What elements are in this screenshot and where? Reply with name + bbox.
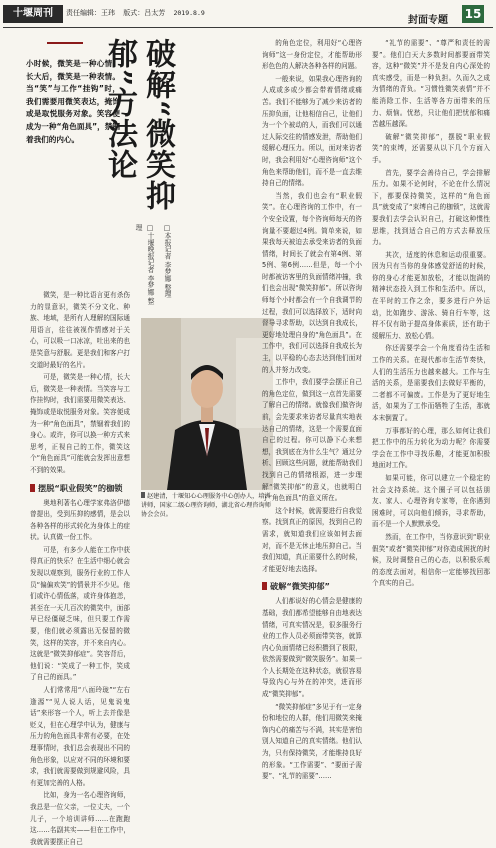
paragraph: “礼节的需要”、“尊严和责任的需要”。他们白天大多数时间都要面带笑容，这种“微笑”并不是发自内心深处的真实感受，而是一种负担。久而久之成为情绪的背负。“习惯性微笑表情”并不能消除工作、生活等各方面带来的压力、烦恼。忧愁，只让他们把忧郁和痛苦越压越深。 (372, 39, 490, 129)
portrait-illustration (141, 318, 273, 490)
paragraph: 当然，我们也会有“职业假笑”。在心理咨询的工作中，有一个安全设置，每个咨询师每天的咨询量不要超过4例。简单来说，如果我每天被迫去承受来访者的负面情绪，时间长了就会有第4例、第5例、第6例……但是，每一个小时都被访客里的负面情绪冲撞，我们也会出现“微笑抑郁”。所以咨询师每个小时都会有一个自我调节的过程，我们可以选择放下，适时向督导寻求帮助，以达到自我成长，更好地处理自身的“角色面具”。在工作中，我们可以选择自我成长为主，以平稳的心态去达到他们面对的人并努力改变。 (262, 191, 362, 374)
section-name: 封面专题 (408, 15, 448, 26)
page-number: 15 (462, 5, 484, 23)
paragraph: 人们常常用“八面玲珑”“左右逢源”“见人说人话，见鬼说鬼话”来形容一个人，听上去并像是贬义，但在心理学中认为，健康与压力的角色面具非常有必要，在处理事情时，我们总会表现出不同的角色形象，以应对不同的环境和要求，我们就需要做到规避风险，具有更加完善的人格。 (30, 686, 130, 787)
page-header (0, 0, 496, 28)
paragraph: 如果可能，你可以建立一个稳定的社会支持系统。这个圈子可以包括朋友、家人、心理咨询专家等，在你遇到困难时，可以向他们倾诉，寻求帮助，而不是一个人默默承受。 (372, 473, 490, 529)
article-title: 破解“微笑抑郁”方法论 (102, 38, 175, 212)
section-heading-text: 摆脱“职业假笑”的枷锁 (38, 482, 123, 493)
header-rule (3, 27, 493, 28)
paragraph: 你还需要学会一个角度看待生活和工作的关系。在现代都市生活节奏快，人们的生活压力也越来越大。工作与生活的关系，是需要我们去做好平衡的，二者都不可偏废。工作是为了更好地生活，如果为了工作而牺牲了生活，那就本末倒置了。 (372, 344, 490, 422)
lede-accent-bar (47, 42, 83, 44)
article-source: □本报记者 李梦娜 整理 (163, 224, 171, 298)
article-column-3 (262, 38, 362, 781)
paragraph: 破解“微笑抑郁”，摆脱“职业假笑”的束缚，还需要从以下几个方面入手。 (372, 132, 490, 164)
paragraph: 一般来说，如果我心理咨询的人成或多或少都会带着情绪或痛苦。我们不能够为了减少来访者的压抑负面，让他相信自己，让他们为一个个被动的人，而我们可以通过人际交往的情感发泄，帮助他们缓解心理压力。所以，面对来访者时，我会利用好“心理咨询师”这个角色来帮助他们，而不是一直去维持自己的情绪。 (262, 74, 362, 188)
heading-marker-icon (262, 582, 267, 590)
paragraph: 奥地利著名心理学家弗洛伊德曾提出，受到压抑的感情，是会以各种各样的形式转化为身体上的症状。认真做一份工作。 (30, 498, 130, 542)
article-column-4 (372, 38, 490, 696)
paragraph: 这个时候，就需要进行自我觉察。找到真正的原因，找到自己的需求，就知道我们应该如何去面对，而不是无休止地压抑自己。当我们知道，真正需要什么的时候，才能更好地去选择。 (262, 506, 362, 573)
caption-text: 赵建清，十堰知心心理服务中心创办人，培训讲师，国家二级心理咨询师，湖北省心理咨询师协会会员。 (141, 493, 271, 518)
issue-date: 2019.8.9 (173, 9, 205, 17)
designer-credit: 版式：吕太芳 (123, 9, 166, 17)
heading-marker-icon (30, 484, 35, 492)
paragraph: 的角色定位，利用好“心理咨询师”这一身份定位，才能帮助形形色色的人解决各种各样的问题。 (262, 39, 362, 71)
paragraph: 可是，有多少人能在工作中获得真正的快乐？在生活中细心就会发现以观察到，服务行业的工作人员“偏偏欢笑”的情景并不少见。他们或许心情低落，或许身体抱恙，甚至在一天几百次的微笑中，面部早已经僵硬乏味，但只要工作需要，他们就必须露出无保留的微笑，这样的笑容，并不来自内心。这就是“微笑抑郁症”。笑容背后，他们说：“笑成了一种工作，笑成了自己的面具。” (30, 545, 130, 682)
photo-caption (141, 492, 273, 518)
paragraph: 首先，要学会善待自己，学会排解压力。如果不论何时，不论在什么情况下，都要保持微笑，这样的“角色面具”就变成了“束缚自己的枷锁”，这就需要我们去学会认识自己，打破这种惯性思维，找到适合自己的方式去释放压力。 (372, 168, 490, 247)
editor-credit: 责任编辑：王玮 (66, 9, 115, 17)
paragraph: 微笑，是一种比语言更有杀伤力的显意识，微笑不分文化、种族、地域，是所有人理解的国际通用语言，往往被视作情感对于关心，可以吸一口冰凉，吐出来的也是笑意与舒服。更是我们和客户打交道时最好的名片。 (30, 291, 130, 369)
section-heading (262, 579, 362, 593)
lede-paragraph: 小时候，微笑是一种心情；长大后，微笑是一种表情。当“笑”与工作“挂钩”时，我们需要用微笑表达，掩饰或是取悦服务对象。笑容便成为一种“角色面具”，禁锢着我们的内心。 (26, 59, 120, 144)
header-meta (66, 8, 211, 18)
paragraph: 工作中，我们要学会摆正自己的角色定位，做到这一点首先需要了解自己的情绪。就像我们做咨询前，会先要求来访者尽量真实地表达自己的情绪，这是一个需要直面自己的过程。你可以静下心来想想，我到底在为什么生气？通过分析、回顾这些问题，就能帮助我们找到自己的情绪根源，进一步理解“微笑抑郁”的意义，也就明白了“角色面具”的意义所在。 (262, 378, 362, 503)
newspaper-brand: 十堰周刊 (3, 5, 63, 23)
paragraph: “微笑抑郁症”多见于有一定身份和地位的人群，他们用微笑来掩饰内心的痛苦与不满，其实是害怕别人知道自己的真实情绪。他们认为，只有保持微笑，才能维持良好的形象。“工作需要”、“要面子需要”、“礼节的需要”…… (262, 702, 362, 781)
article-column-1 (30, 290, 130, 846)
paragraph: 万事都好的心理，那么如何让我们把工作中的压力转化为动力呢？你需要学会在工作中寻找乐趣，才能更加积极地面对工作。 (372, 426, 490, 470)
paragraph: 可是，微笑是一种心情，长大后，微笑是一种表情。当笑容与工作挂钩时，我们需要用微笑表达、掩饰或是取悦服务对象。笑容便成为一种“角色面具”，禁锢着我们的身心。或许，你可以换一种方式来思考，正视自己的工作，微笑这个“角色面具”可能就会发挥出意想不到的效果。 (30, 373, 130, 474)
paragraph: 人们都说好的心情会是健康的基础，我们都希望能够自由地表达情绪，可真实情况是，很多服务行业的工作人员必须面带笑容，就算内心负面情绪已经积攒到了极限，依然需要做到“微笑服务”。如果一个人长期处在这种状态，就很容易导致内心与外在的冲突，进而形成“微笑抑郁”。 (262, 597, 362, 699)
paragraph: 然而，在工作中，当你意识到“职业假笑”或者“微笑抑郁”对你造成困扰的时候，及时调整自己的心态，以积极乐观的态度去面对，相信你一定能够找回那个真实的自己。 (372, 532, 490, 588)
paragraph: 比如，身为一名心理咨询师，我总是一位父亲，一位丈夫，一个儿子，一个培训讲师……在跑跑这……名副其实——但在工作中，我就需要摆正自己 (30, 791, 130, 846)
paragraph: 其次，适度的休息和运动很重要。因为只有当你的身体感觉舒适的时候，你的身心才能更加放松，才能以饱满的精神状态投入到工作和生活中。所以，在平时的工作之余，要多进行户外运动，比如跑步、游泳、骑自行车等，这样不仅有助于提高身体素质，还有助于缓解压力、放松心情。 (372, 250, 490, 340)
section-heading-text: 破解“微笑抑郁” (270, 581, 330, 592)
caption-marker-icon (141, 492, 145, 498)
portrait-photo (141, 318, 273, 490)
section-heading (30, 481, 130, 495)
article-byline: □十堰晚报记者 李梦娜 整理 (134, 224, 154, 305)
